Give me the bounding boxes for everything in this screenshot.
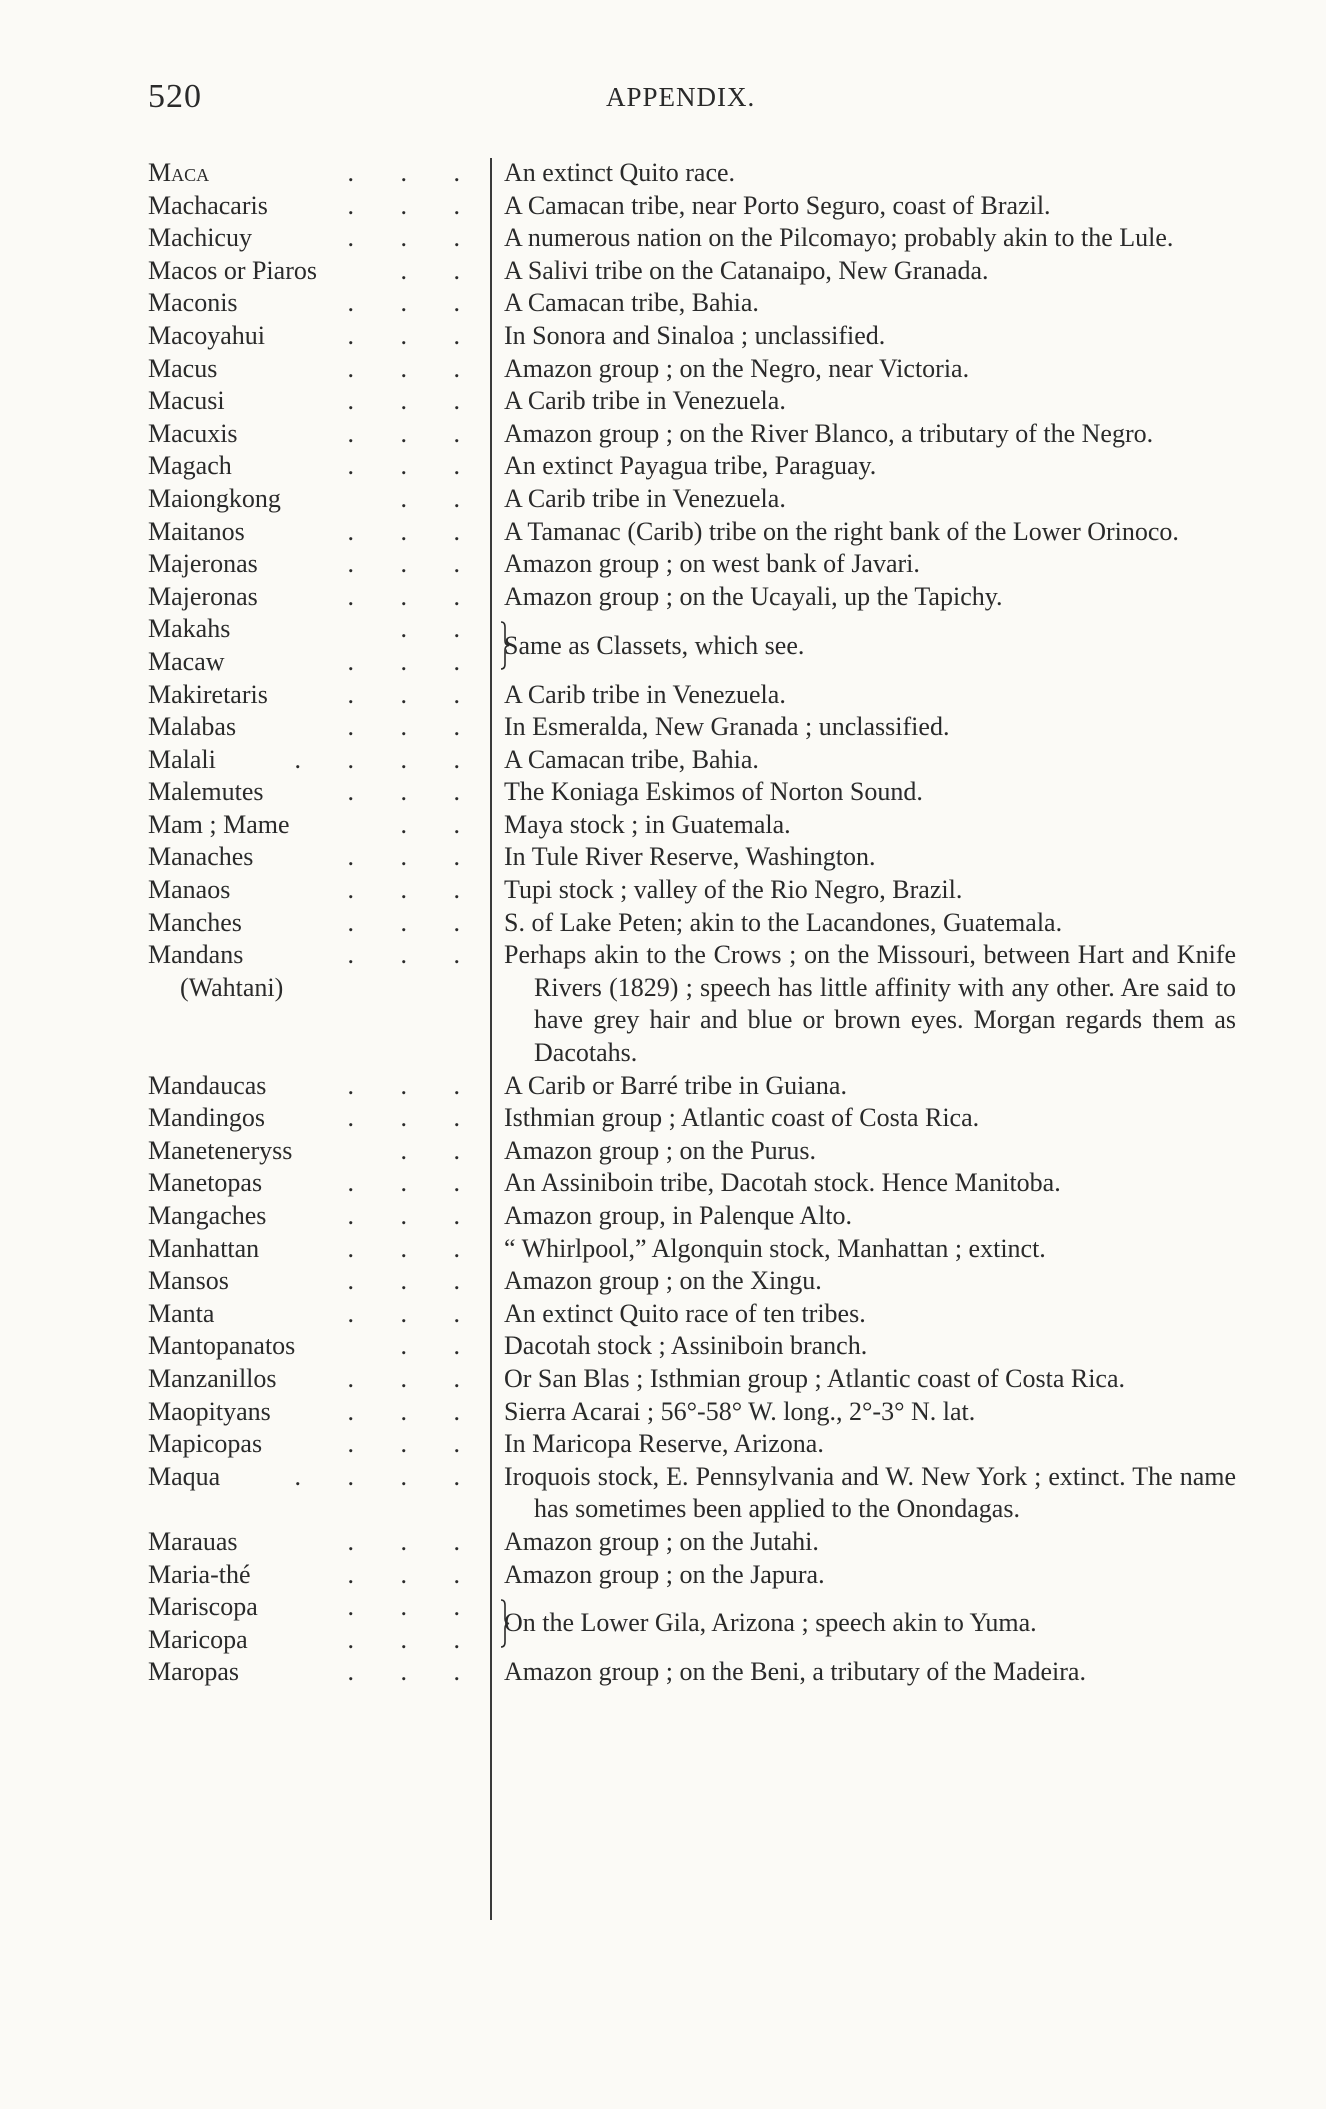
- entry-description: Same as Classets, which see.: [504, 630, 805, 660]
- entry-description: In Sonora and Sinaloa ; unclassified.: [504, 320, 886, 350]
- leader-dots: . . .: [347, 712, 480, 742]
- leader-dots: . . .: [347, 1201, 480, 1230]
- leader-dots: . . .: [347, 320, 480, 350]
- entry-name: Mantopanatos: [148, 1331, 296, 1361]
- entry-name-cell: [148, 744, 480, 777]
- entry-description: Maya stock ; in Guatemala.: [504, 809, 791, 839]
- entry-description: Dacotah stock ; Assiniboin branch.: [504, 1331, 868, 1361]
- entry-row: [148, 450, 1236, 483]
- entry-name-cell: [148, 385, 480, 418]
- entry-name: Maqua: [148, 1461, 221, 1491]
- entry-name: Malemutes: [148, 777, 264, 807]
- entry-row: [148, 679, 1236, 712]
- entry-name: Mariscopa: [148, 1592, 258, 1622]
- entry-row: [148, 907, 1236, 940]
- entry-row: [148, 1298, 1236, 1331]
- entry-description: In Esmeralda, New Granada ; unclassified.: [504, 712, 950, 742]
- leader-dots: . .: [400, 809, 480, 839]
- leader-dots: . . .: [347, 288, 480, 318]
- entry-name-cell: [148, 1363, 480, 1396]
- leader-dots: . . .: [347, 1592, 480, 1622]
- entry-row: [148, 1167, 1236, 1200]
- entry-row: [148, 353, 1236, 386]
- leader-dots: . . .: [347, 451, 480, 481]
- entry-name: Manzanillos: [148, 1363, 277, 1393]
- entry-row: [148, 1200, 1236, 1233]
- entry-name-cell: [148, 939, 480, 1004]
- glossary-list: [148, 157, 1236, 1689]
- entry-name-cell: [148, 841, 480, 874]
- entry-description: A Camacan tribe, Bahia.: [504, 288, 759, 318]
- entry-name: Macoyahui: [148, 320, 265, 350]
- leader-dots: . . .: [347, 353, 480, 383]
- entry-name: Majeronas: [148, 581, 258, 611]
- entry-name: Maopityans: [148, 1396, 271, 1426]
- entry-row: [148, 711, 1236, 744]
- entry-name: Manetopas: [148, 1168, 263, 1198]
- leader-dots: . .: [400, 483, 480, 513]
- entry-description: An extinct Payagua tribe, Paraguay.: [504, 451, 877, 481]
- entry-row: [148, 548, 1236, 581]
- entry-name: Manaches: [148, 842, 254, 872]
- leader-dots: . . .: [347, 1266, 480, 1296]
- entry-name-cell: [148, 711, 480, 744]
- leader-dots: . . .: [347, 386, 480, 416]
- entry-name-cell: [148, 1396, 480, 1429]
- brace-icon: [498, 1599, 510, 1648]
- entry-name-cell: [148, 1624, 480, 1657]
- entry-row: [148, 483, 1236, 516]
- entry-row: [148, 1428, 1236, 1461]
- leader-dots: . . .: [347, 875, 480, 905]
- entry-name-cell: [148, 776, 480, 809]
- entry-row: [148, 874, 1236, 907]
- leader-dots: . . .: [347, 223, 480, 253]
- entry-name: Mangaches: [148, 1201, 267, 1230]
- entry-description: A Carib tribe in Venezuela.: [504, 386, 786, 416]
- entry-name-cell: [148, 222, 480, 255]
- entry-description: A Carib or Barré tribe in Guiana.: [504, 1070, 847, 1100]
- entry-name: Malali: [148, 744, 216, 774]
- entry-description: Perhaps akin to the Crows ; on the Missouri, between Hart and Knife Rivers (1829) ; speech has little affinity with any other. Are said to have grey hair and blue or brown eyes. Morgan regards them as Dacotahs.: [504, 940, 1236, 1068]
- entry-name-cell: [148, 483, 480, 516]
- leader-dots: . . .: [347, 549, 480, 579]
- leader-dots: . . .: [347, 842, 480, 872]
- entry-row: [148, 841, 1236, 874]
- entry-name: Maca: [148, 158, 210, 187]
- entry-name: Maconis: [148, 288, 238, 318]
- entry-row: [148, 1656, 1236, 1689]
- leader-dots: . . .: [347, 1526, 480, 1556]
- leader-dots: . . .: [347, 581, 480, 611]
- entry-row: [148, 287, 1236, 320]
- entry-name-cell: [148, 418, 480, 451]
- entry-description: A Tamanac (Carib) tribe on the right bank of the Lower Orinoco.: [504, 516, 1179, 546]
- running-head: APPENDIX.: [606, 82, 756, 112]
- entry-row: [148, 1330, 1236, 1363]
- entry-name-cell: [148, 1135, 480, 1168]
- entry-name: Majeronas: [148, 549, 258, 579]
- entry-row: [148, 222, 1236, 255]
- leader-dots: . . .: [347, 190, 480, 220]
- entry-name: Maitanos: [148, 516, 245, 546]
- entry-name-cell: [148, 1330, 480, 1363]
- entry-name: Marauas: [148, 1526, 238, 1556]
- leader-dots: . . .: [347, 1233, 480, 1263]
- entry-row: [148, 776, 1236, 809]
- entry-description: Amazon group ; on west bank of Javari.: [504, 549, 920, 579]
- entry-description: A numerous nation on the Pilcomayo; probably akin to the Lule.: [504, 223, 1174, 253]
- entry-description: The Koniaga Eskimos of Norton Sound.: [504, 777, 923, 807]
- entry-row: [148, 809, 1236, 842]
- entry-name-cell: [148, 613, 480, 646]
- entry-name-cell: [148, 679, 480, 712]
- leader-dots: . .: [400, 614, 480, 644]
- entry-description: A Camacan tribe, near Porto Seguro, coast of Brazil.: [504, 190, 1051, 220]
- leader-dots: . . .: [347, 1396, 480, 1426]
- entry-description: A Salivi tribe on the Catanaipo, New Granada.: [504, 255, 989, 285]
- entry-name: Manches: [148, 907, 242, 937]
- entry-name-cell: [148, 1200, 480, 1233]
- entry-name: Maneteneryss: [148, 1135, 293, 1165]
- entry-description: “ Whirlpool,” Algonquin stock, Manhattan ; extinct.: [504, 1233, 1046, 1263]
- entry-row: [148, 157, 1236, 190]
- leader-dots: . . .: [347, 646, 480, 676]
- entry-name: Macus: [148, 353, 218, 383]
- entry-name: Macuxis: [148, 418, 238, 448]
- entry-description: Amazon group ; on the River Blanco, a tributary of the Negro.: [504, 418, 1154, 448]
- entry-name: Magach: [148, 451, 232, 481]
- leader-dots: . . .: [347, 1168, 480, 1198]
- entry-description: S. of Lake Peten; akin to the Lacandones, Guatemala.: [504, 907, 1063, 937]
- entry-row: [148, 1102, 1236, 1135]
- entry-name-cell: [148, 646, 480, 679]
- brace-icon: [498, 621, 510, 670]
- leader-dots: . . .: [347, 158, 480, 187]
- entry-description: Amazon group ; on the Negro, near Victoria.: [504, 353, 970, 383]
- leader-dots: . . .: [347, 1429, 480, 1459]
- leader-dots: . . . .: [294, 744, 480, 774]
- leader-dots: . . .: [347, 1657, 480, 1687]
- entry-description: Amazon group ; on the Purus.: [504, 1135, 816, 1165]
- entry-name: Mandans: [148, 940, 244, 970]
- entry-name-cell: [148, 874, 480, 907]
- entry-description: An Assiniboin tribe, Dacotah stock. Hence Manitoba.: [504, 1168, 1061, 1198]
- entry-name: Mandingos: [148, 1103, 265, 1133]
- entry-row: [148, 320, 1236, 353]
- entry-row: [148, 1070, 1236, 1103]
- entry-name-cell: [148, 1167, 480, 1200]
- entry-name: Makahs: [148, 614, 231, 644]
- leader-dots: . .: [400, 1135, 480, 1165]
- entry-description: Amazon group ; on the Ucayali, up the Tapichy.: [504, 581, 1003, 611]
- leader-dots: . . .: [347, 418, 480, 448]
- bracketed-entry: [148, 1591, 1236, 1656]
- entry-name: Macos or Piaros: [148, 255, 317, 285]
- bracketed-names: [148, 1591, 480, 1656]
- leader-dots: . . . .: [294, 1461, 480, 1491]
- entry-row: [148, 1396, 1236, 1429]
- entry-row: [148, 255, 1236, 288]
- entry-description: In Tule River Reserve, Washington.: [504, 842, 876, 872]
- leader-dots: . . .: [347, 1624, 480, 1654]
- entry-name-cell: [148, 157, 480, 190]
- entry-row: [148, 581, 1236, 614]
- entry-name-cell: [148, 1559, 480, 1592]
- entry-description: Tupi stock ; valley of the Rio Negro, Brazil.: [504, 875, 963, 905]
- entry-name-cell: [148, 1102, 480, 1135]
- entry-row: [148, 1135, 1236, 1168]
- entry-name: Machacaris: [148, 190, 268, 220]
- entry-name: Makiretaris: [148, 679, 268, 709]
- entry-row: [148, 418, 1236, 451]
- entry-name-cell: [148, 450, 480, 483]
- leader-dots: . . .: [347, 907, 480, 937]
- entry-description: Sierra Acarai ; 56°-58° W. long., 2°-3° N. lat.: [504, 1396, 976, 1426]
- entry-description: An extinct Quito race of ten tribes.: [504, 1298, 866, 1328]
- entry-name-cell: [148, 353, 480, 386]
- entry-row: [148, 1559, 1236, 1592]
- entry-name-cell: [148, 287, 480, 320]
- leader-dots: . .: [400, 255, 480, 285]
- entry-name: Macusi: [148, 386, 225, 416]
- bracketed-names: [148, 613, 480, 678]
- entry-name: Manaos: [148, 875, 231, 905]
- entry-name-cell: [148, 907, 480, 940]
- entry-name-cell: [148, 1265, 480, 1298]
- entry-name-cell: [148, 1461, 480, 1494]
- entry-name-cell: [148, 1233, 480, 1266]
- entry-name-cell: [148, 548, 480, 581]
- entry-description: Amazon group, in Palenque Alto.: [504, 1201, 853, 1230]
- leader-dots: . . .: [347, 516, 480, 546]
- entry-name: Maropas: [148, 1657, 239, 1687]
- leader-dots: . .: [400, 1331, 480, 1361]
- entry-name: Maiongkong: [148, 483, 281, 513]
- entry-description: An extinct Quito race.: [504, 158, 736, 187]
- entry-name-cell: [148, 581, 480, 614]
- entry-name-cell: [148, 1428, 480, 1461]
- entry-name: Mapicopas: [148, 1429, 263, 1459]
- leader-dots: . . .: [347, 940, 480, 970]
- entry-name-variant: (Wahtani): [180, 972, 284, 1002]
- leader-dots: . . .: [347, 1559, 480, 1589]
- entry-name-cell: [148, 516, 480, 549]
- entry-name-cell: [148, 1526, 480, 1559]
- entry-description: Amazon group ; on the Jutahi.: [504, 1526, 819, 1556]
- entry-row: [148, 1461, 1236, 1526]
- entry-row: [148, 744, 1236, 777]
- entry-name-cell: [148, 255, 480, 288]
- entry-row: [148, 1526, 1236, 1559]
- entry-description: A Carib tribe in Venezuela.: [504, 679, 786, 709]
- entry-description: Amazon group ; on the Xingu.: [504, 1266, 822, 1296]
- leader-dots: . . .: [347, 1298, 480, 1328]
- entry-name: Manhattan: [148, 1233, 260, 1263]
- entry-name-cell: [148, 320, 480, 353]
- leader-dots: . . .: [347, 1363, 480, 1393]
- entry-name-cell: [148, 809, 480, 842]
- entry-row: [148, 939, 1236, 1069]
- entry-name: Macaw: [148, 646, 225, 676]
- entry-name: Malabas: [148, 712, 237, 742]
- entry-name: Maria-thé: [148, 1559, 251, 1589]
- entry-row: [148, 1363, 1236, 1396]
- entry-name-cell: [148, 190, 480, 223]
- entry-name: Manta: [148, 1298, 215, 1328]
- entry-row: [148, 516, 1236, 549]
- entry-description: Amazon group ; on the Japura.: [504, 1559, 825, 1589]
- entry-description: Iroquois stock, E. Pennsylvania and W. New York ; extinct. The name has sometimes been applied to the Onondagas.: [504, 1461, 1236, 1524]
- entry-name: Mansos: [148, 1266, 229, 1296]
- entry-name: Mandaucas: [148, 1070, 267, 1100]
- entry-name: Maricopa: [148, 1624, 248, 1654]
- entry-description: In Maricopa Reserve, Arizona.: [504, 1429, 824, 1459]
- page-number: 520: [148, 78, 202, 115]
- entry-name-cell: [148, 1656, 480, 1689]
- entry-name-cell: [148, 1298, 480, 1331]
- entry-name: Machicuy: [148, 223, 252, 253]
- leader-dots: . . .: [347, 679, 480, 709]
- leader-dots: . . .: [347, 777, 480, 807]
- entry-description: Or San Blas ; Isthmian group ; Atlantic coast of Costa Rica.: [504, 1363, 1126, 1393]
- entry-description: Amazon group ; on the Beni, a tributary of the Madeira.: [504, 1657, 1086, 1687]
- entry-row: [148, 1265, 1236, 1298]
- entry-description: A Camacan tribe, Bahia.: [504, 744, 759, 774]
- entry-description: A Carib tribe in Venezuela.: [504, 483, 786, 513]
- entry-name: Mam ; Mame: [148, 809, 290, 839]
- entry-row: [148, 385, 1236, 418]
- bracketed-entry: [148, 613, 1236, 678]
- leader-dots: . . .: [347, 1070, 480, 1100]
- entry-row: [148, 190, 1236, 223]
- leader-dots: . . .: [347, 1103, 480, 1133]
- entry-description: Isthmian group ; Atlantic coast of Costa Rica.: [504, 1103, 980, 1133]
- entry-description: On the Lower Gila, Arizona ; speech akin to Yuma.: [504, 1608, 1037, 1638]
- entry-row: [148, 1233, 1236, 1266]
- entry-name-cell: [148, 1591, 480, 1624]
- entry-name-cell: [148, 1070, 480, 1103]
